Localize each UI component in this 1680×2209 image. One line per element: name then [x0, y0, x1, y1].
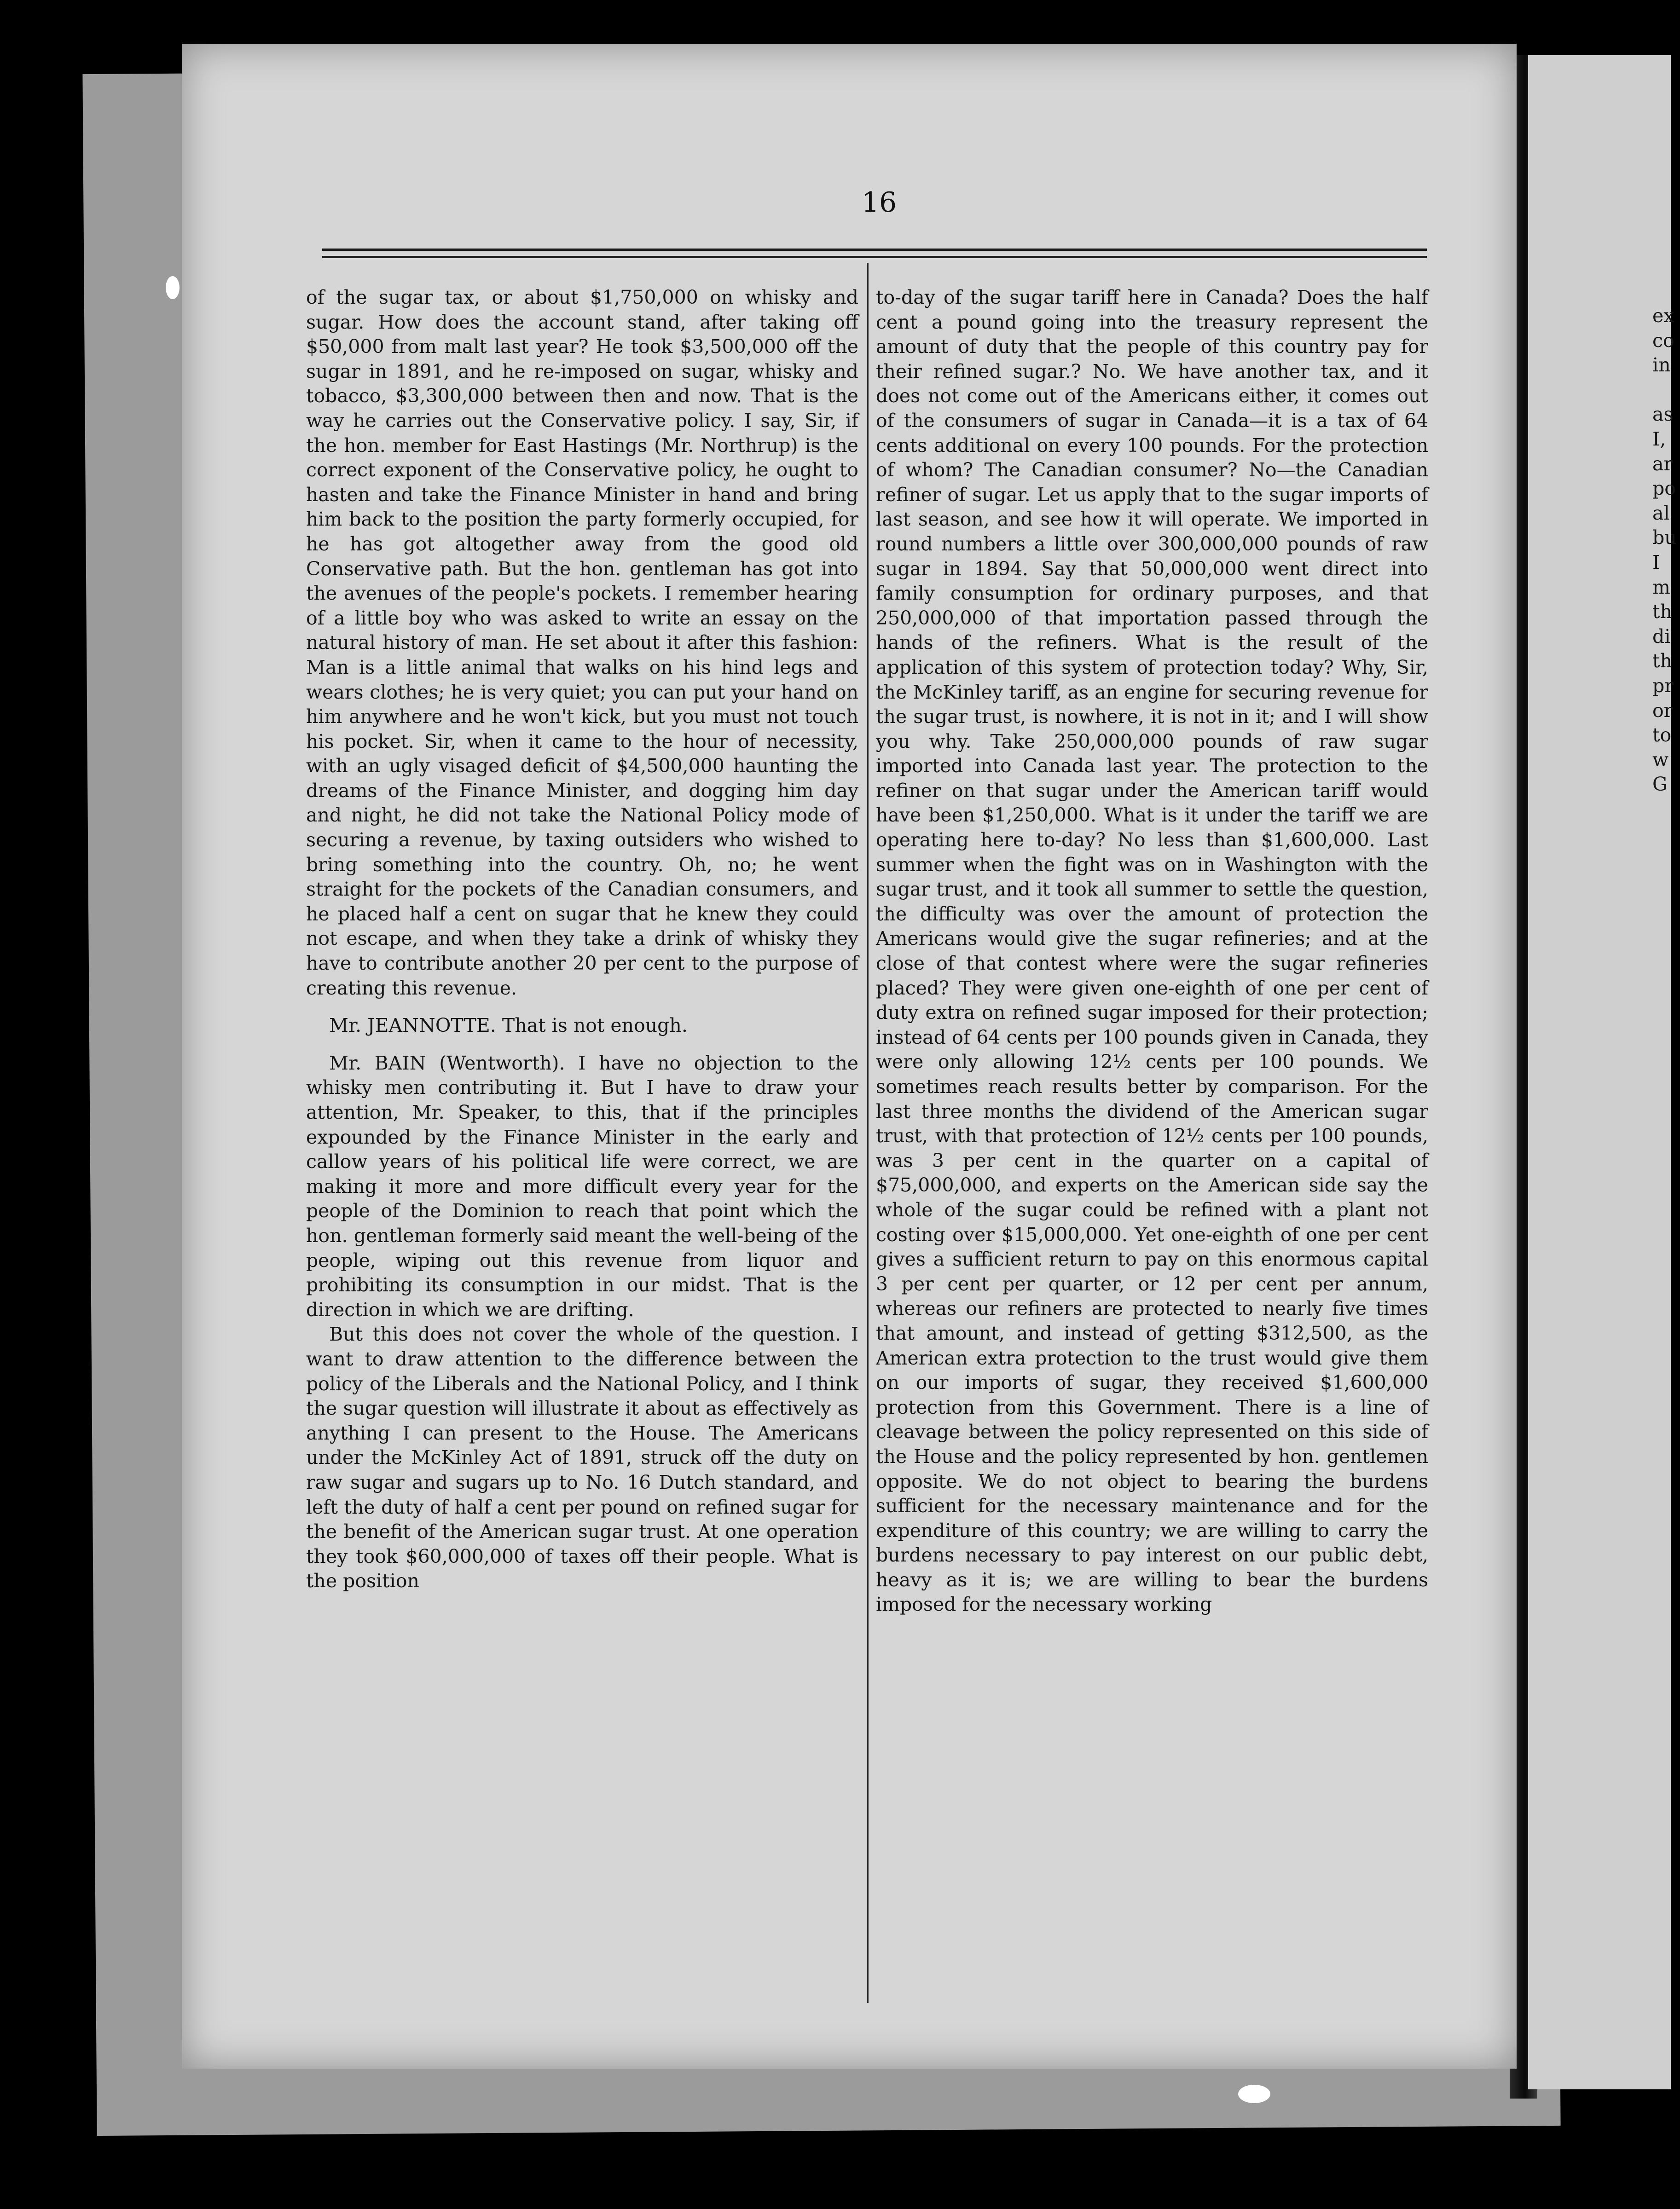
fragment-line: as: [1652, 403, 1674, 426]
left-paragraph-1: of the sugar tax, or about $1,750,000 on whisky and sugar. How does the account stand, after taking off $50,000 from malt last year? He took $3,500,000 off the sugar in 1891, and he re-imposed on sugar, whisky and tobacco, $3,300,000 between then and now. That is the way he carries out the Conservative policy. I say, Sir, if the hon. member for East Hastings (Mr. Northrup) is the correct exponent of the Conservative policy, he ought to hasten and take the Finance Minister in hand and bring him back to the position the party formerly occupied, for he has got altogether away from the good old Conservative path. But the hon. gentleman has got into the avenues of the people's pockets. I remember hearing of a little boy who was asked to write an essay on the natural history of man. He set about it after this fashion: Man is a little animal that walks on his hind legs and wears clothes; he is very quiet; you can put your hand on him anywhere and he won't kick, but you must not touch his pocket. Sir, when it came to the hour of necessity, with an ugly visaged deficit of $4,500,000 haunting the dreams of the Finance Minister, and dogging him day and night, he did not take the National Policy mode of securing a revenue, by taxing outsiders who wished to bring something into the country. Oh, no; he went straight for the pockets of the Canadian consumers, and he placed half a cent on sugar that he knew they could not escape, and when they take a drink of whisky they have to contribute another 20 per cent to the purpose of creating this revenue.: [306, 286, 858, 999]
fragment-line: [1652, 378, 1680, 403]
scan-dust-spot: [166, 276, 180, 299]
column-divider: [867, 263, 869, 2003]
adjacent-page-edge: [1528, 55, 1671, 2089]
header-rule-bottom: [322, 256, 1427, 258]
right-paragraph-1: to-day of the sugar tariff here in Canada? Does the half cent a pound going into the treasury represent the amount of duty that the people of this country pay for their refined sugar.? No. We have another tax, and it does not come out of the Americans either, it comes out of the consumers of sugar in Canada—it is a tax of 64 cents additional on every 100 pounds. For the protection of whom? The Canadian consumer? No—the Canadian refiner of sugar. Let us apply that to the sugar imports of last season, and see how it will operate. We imported in round numbers a little over 300,000,000 pounds of raw sugar in 1894. Say that 50,000,000 went direct into family consumption for ordinary purposes, and that 250,000,000 of that importation passed through the hands of the refiners. What is the result of the application of this system of protection today? Why, Sir, the McKinley tariff, as an engine for securing revenue for the sugar trust, is nowhere, it is not in it; and I will show you why. Take 250,000,000 pounds of raw sugar imported into Canada last year. The protection to the refiner on that sugar under the American tariff would have been $1,250,000. What is it under the tariff we are operating here to-day? No less than $1,600,000. Last summer when the fight was on in Washington with the sugar trust, and it took all summer to settle the question, the difficulty was over the amount of protection the Americans would give the sugar refineries; and at the close of that contest where were the sugar refineries placed? They were given one-eighth of one per cent of duty extra on refined sugar imposed for their protection; instead of 64 cents per 100 pounds given in Canada, they were only allowing 12½ cents per 100 pounds. We sometimes reach results better by comparison. For the last three months the dividend of the American sugar trust, with that protection of 12½ cents per 100 pounds, was 3 per cent in the quarter on a capital of $75,000,000, and experts on the American side say the whole of the sugar could be refined with a plant not costing over $15,000,000. Yet one-eighth of one per cent gives a sufficient return to pay on this enormous capital 3 per cent per quarter, or 12 per cent per annum, whereas our refiners are protected to nearly five times that amount, and instead of getting $312,500, as the American extra protection to the trust would give them on our imports of sugar, they received $1,600,000 protection from this Government. There is a line of cleavage between the policy represented on this side of the House and the policy represented by hon. gentlemen opposite. We do not object to bearing the burdens sufficient for the necessary maintenance and for the expenditure of this country; we are willing to carry the burdens necessary to pay interest on our public debt, heavy as it is; we are willing to bear the burdens imposed for the necessary working: [876, 286, 1428, 1616]
fragment-line: or: [1652, 699, 1673, 722]
fragment-line: th: [1652, 650, 1672, 672]
fragment-line: th: [1652, 601, 1672, 623]
next-page-text-fragments: [1652, 304, 1680, 797]
fragment-line: w: [1652, 748, 1669, 771]
fragment-line: co: [1652, 329, 1674, 352]
scan-dust-spot: [1238, 2085, 1270, 2103]
fragment-line: in: [1652, 354, 1671, 376]
fragment-line: G: [1652, 773, 1668, 796]
left-paragraph-3: Mr. BAIN (Wentworth). I have no objection to the whisky men contributing it. But I have to draw your attention, Mr. Speaker, to this, that if the principles expounded by the Finance Minister in the early and callow years of his political life were correct, we are making it more and more difficult every year for the people of the Dominion to reach that point which the hon. gentleman formerly said meant the well-being of the people, wiping out this revenue from liquor and prohibiting its consumption in our midst. That is the direction in which we are drifting.: [306, 1052, 858, 1321]
header-rule-top: [322, 249, 1427, 251]
fragment-line: I: [1652, 551, 1660, 573]
fragment-line: m: [1652, 576, 1670, 598]
left-paragraph-4: But this does not cover the whole of the question. I want to draw attention to the difference between the policy of the Liberals and the National Policy, and I think the sugar question will illustrate it about as effectively as anything I can present to the House. The Americans under the McKinley Act of 1891, struck off the duty on raw sugar and sugars up to No. 16 Dutch standard, and left the duty of half a cent per pound on refined sugar for the benefit of the American sugar trust. At one operation they took $60,000,000 of taxes off their people. What is the position: [306, 1323, 858, 1592]
fragment-line: ex: [1652, 305, 1674, 327]
fragment-line: to: [1652, 724, 1672, 746]
fragment-line: I,: [1652, 428, 1666, 450]
left-column: [306, 285, 858, 1594]
fragment-line: pr: [1652, 674, 1674, 697]
right-column: [876, 285, 1428, 1617]
fragment-line: bu: [1652, 526, 1677, 549]
fragment-line: po: [1652, 477, 1676, 500]
fragment-line: ar: [1652, 452, 1673, 475]
fragment-line: al: [1652, 502, 1670, 524]
fragment-line: di: [1652, 625, 1671, 648]
page-number: 16: [861, 186, 897, 219]
left-paragraph-2: Mr. JEANNOTTE. That is not enough.: [329, 1014, 688, 1037]
